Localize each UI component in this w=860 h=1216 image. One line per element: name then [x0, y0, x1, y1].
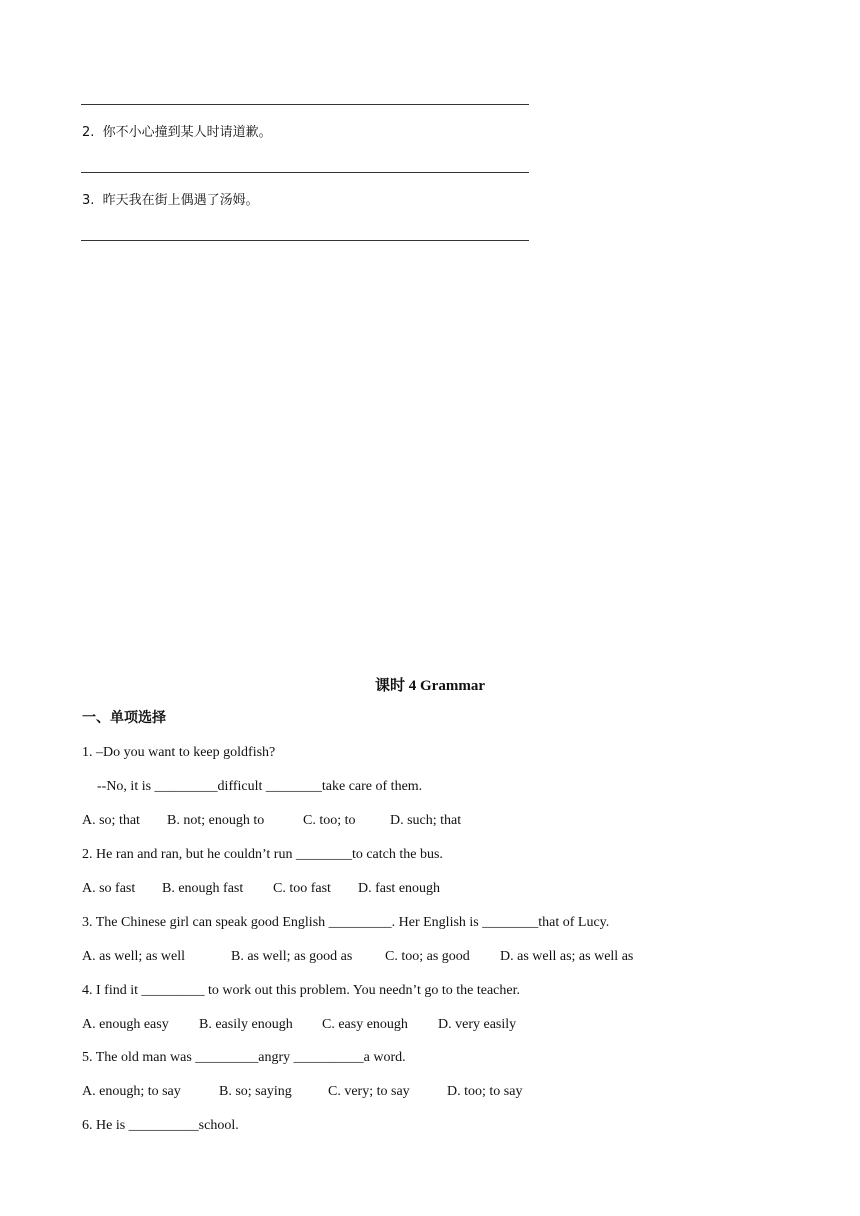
translation-item: 2. 你不小心撞到某人时请道歉。	[82, 125, 272, 140]
option: B. easily enough	[199, 1017, 293, 1032]
option: C. too fast	[273, 881, 331, 896]
option: D. fast enough	[358, 881, 441, 896]
option: A. so; that	[82, 813, 140, 828]
answer-line	[81, 172, 529, 173]
option: C. easy enough	[322, 1017, 408, 1032]
question-stem: 4. I find it _________ to work out this problem. You needn’t go to the teacher.	[82, 983, 520, 998]
option: C. too; as good	[385, 949, 470, 964]
question-stem: 3. The Chinese girl can speak good English _________. Her English is ________that of Lucy.	[82, 915, 610, 930]
option: D. such; that	[390, 813, 462, 828]
option: D. very easily	[438, 1017, 517, 1032]
page-title: 课时 4 Grammar	[375, 678, 485, 694]
question-stem: --No, it is _________difficult ________take care of them.	[97, 779, 423, 794]
option: B. not; enough to	[167, 813, 265, 828]
option: D. too; to say	[447, 1084, 523, 1099]
option: A. as well; as well	[82, 949, 186, 964]
option: D. as well as; as well as	[500, 949, 634, 964]
question-stem: 2. He ran and ran, but he couldn’t run ________to catch the bus.	[82, 847, 443, 862]
option: B. so; saying	[219, 1084, 292, 1099]
option: C. too; to	[303, 813, 356, 828]
answer-line	[81, 104, 529, 105]
option: A. enough easy	[82, 1017, 169, 1032]
question-stem: 6. He is __________school.	[82, 1118, 239, 1133]
option: B. as well; as good as	[231, 949, 353, 964]
question-stem: 5. The old man was _________angry __________a word.	[82, 1050, 406, 1065]
question-stem: 1. –Do you want to keep goldfish?	[82, 745, 276, 760]
option: A. so fast	[82, 881, 136, 896]
option: A. enough; to say	[82, 1084, 181, 1099]
option: B. enough fast	[162, 881, 244, 896]
answer-line	[81, 240, 529, 241]
option: C. very; to say	[328, 1084, 410, 1099]
translation-item: 3. 昨天我在街上偶遇了汤姆。	[82, 193, 259, 208]
section-heading: 一、单项选择	[82, 710, 166, 726]
